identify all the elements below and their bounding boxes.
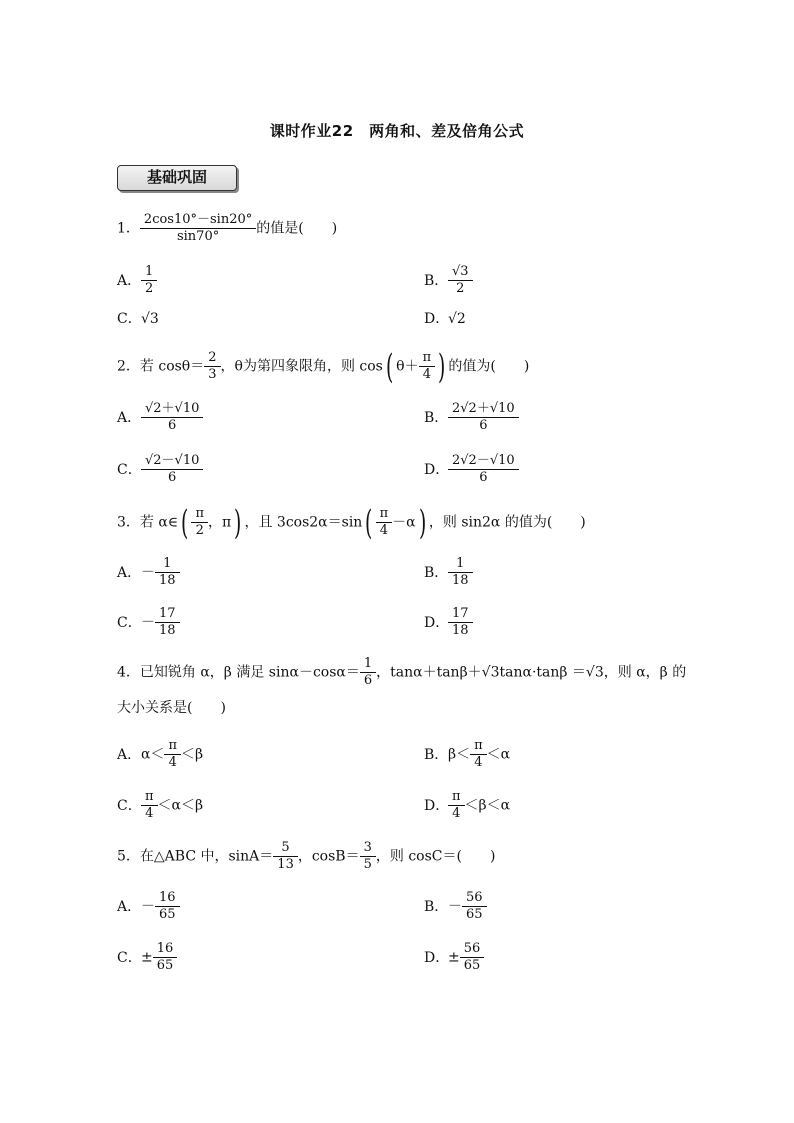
fraction <box>450 556 471 589</box>
fraction <box>450 401 517 434</box>
q5-option-b[interactable] <box>424 890 487 923</box>
numerator: √2＋√10 <box>145 401 200 416</box>
numerator: 1 <box>163 556 172 571</box>
q4-option-b[interactable] <box>424 738 510 771</box>
left-paren: ( <box>365 502 373 543</box>
option-label: C． <box>117 461 142 478</box>
option-label: D． <box>424 461 450 478</box>
fraction <box>462 941 483 974</box>
option-label: A． <box>117 564 142 581</box>
numerator: √2－√10 <box>145 453 200 468</box>
sign: ± <box>141 949 153 966</box>
option-label: B． <box>424 746 449 763</box>
fraction <box>450 264 471 297</box>
question-number: 5．在△ABC 中，sinA＝ <box>117 848 274 865</box>
option-label: C． <box>117 797 142 814</box>
denominator: 6 <box>141 469 203 486</box>
denominator: 65 <box>460 957 485 974</box>
fraction <box>362 840 374 873</box>
q1-option-a[interactable] <box>117 264 157 297</box>
option-label: C． <box>117 949 142 966</box>
q3-option-b[interactable] <box>424 556 473 589</box>
numerator: 1 <box>145 264 154 279</box>
fraction <box>157 606 178 639</box>
q1-option-d[interactable] <box>424 309 466 329</box>
question-text: ，cosB＝ <box>297 848 360 865</box>
section-label: 基础巩固 <box>146 168 207 186</box>
fraction <box>193 506 206 539</box>
q3-option-a[interactable] <box>117 556 180 589</box>
option-label: A． <box>117 746 142 763</box>
option-text: ＜β＜α <box>464 797 511 814</box>
denominator: 65 <box>462 906 487 923</box>
right-paren: ) <box>438 346 446 387</box>
fraction <box>143 789 156 822</box>
fraction <box>362 656 374 689</box>
fraction <box>143 401 201 434</box>
denominator: 2 <box>191 522 208 539</box>
fraction <box>143 264 155 297</box>
numerator: π <box>145 789 154 804</box>
fraction <box>378 506 391 539</box>
question-text: ，且 3cos2α＝sin <box>244 514 363 531</box>
q2-option-c[interactable] <box>117 453 203 486</box>
right-paren: ) <box>418 502 426 543</box>
option-label: B． <box>424 409 449 426</box>
q5-option-c[interactable] <box>117 941 177 974</box>
numerator: 56 <box>463 941 481 956</box>
denominator: 4 <box>376 522 393 539</box>
fraction <box>450 453 517 486</box>
denominator: 13 <box>273 856 298 873</box>
denominator: 18 <box>448 622 473 639</box>
option-label: C． <box>117 614 142 631</box>
denominator: 3 <box>204 366 220 383</box>
option-text: ＜α <box>486 746 511 763</box>
denominator: 5 <box>360 856 376 873</box>
fraction <box>166 738 179 771</box>
q2-option-d[interactable] <box>424 453 519 486</box>
fraction <box>206 350 218 383</box>
numerator: √3 <box>452 264 469 279</box>
fraction <box>472 738 485 771</box>
denominator: 6 <box>141 417 203 434</box>
numerator: 16 <box>156 941 174 956</box>
sign: － <box>141 564 155 581</box>
question-text: ，θ为第四象限角，则 cos <box>220 358 383 375</box>
q4-option-a[interactable] <box>117 738 203 771</box>
numerator: 16 <box>159 890 176 905</box>
numerator: 17 <box>452 606 469 621</box>
numerator: 17 <box>159 606 176 621</box>
denominator: 18 <box>448 572 473 589</box>
left-paren: ( <box>181 502 189 543</box>
denominator: 6 <box>448 417 519 434</box>
q3-option-d[interactable] <box>424 606 473 639</box>
denominator: 4 <box>164 754 181 771</box>
question-tail: ，则 cosC＝( ) <box>375 848 496 865</box>
denominator: 65 <box>155 906 180 923</box>
option-label: C． <box>117 311 142 327</box>
fraction <box>157 890 178 923</box>
denominator: 2 <box>448 280 473 297</box>
option-label: D． <box>424 614 450 631</box>
numerator: 2 <box>208 350 217 365</box>
numerator: 2cos10°－sin20° <box>143 212 253 227</box>
denominator: sin70° <box>140 228 256 245</box>
question-tail: 的值是( ) <box>256 220 338 237</box>
question-tail: 的值为( ) <box>448 358 530 375</box>
option-label: B． <box>424 898 449 915</box>
question-text: θ＋ <box>396 358 419 375</box>
question-text: －α <box>392 514 416 531</box>
numerator: 1 <box>363 656 373 671</box>
question-4 <box>117 656 686 689</box>
sign: － <box>141 898 155 915</box>
option-label: D． <box>424 949 450 966</box>
option-text: α＜ <box>141 746 165 763</box>
option-label: B． <box>424 272 449 289</box>
numerator: 56 <box>466 890 483 905</box>
question-text: ，π <box>208 514 232 531</box>
q4-option-d[interactable] <box>424 789 510 822</box>
left-paren: ( <box>385 346 394 387</box>
numerator: π <box>195 506 204 521</box>
option-text: ＜β <box>181 746 204 763</box>
page-title: 课时作业22 两角和、差及倍角公式 <box>269 122 525 140</box>
fraction <box>421 350 434 383</box>
numerator: 1 <box>456 556 465 571</box>
denominator: 4 <box>448 805 465 822</box>
fraction <box>155 941 176 974</box>
numerator: 2√2＋√10 <box>452 401 515 416</box>
question-4-line2: 大小关系是( ) <box>117 700 226 716</box>
fraction <box>157 556 178 589</box>
question-number: 4．已知锐角 α，β 满足 sinα－cosα＝ <box>117 664 360 681</box>
question-number: 3．若 α∈ <box>117 514 179 531</box>
option-text: ＜α＜β <box>157 797 204 814</box>
q4-option-c[interactable] <box>117 789 203 822</box>
q3-option-c[interactable] <box>117 606 180 639</box>
denominator: 6 <box>360 672 376 689</box>
numerator: 2√2－√10 <box>452 453 515 468</box>
option-value: √3 <box>141 311 159 327</box>
denominator: 4 <box>419 366 436 383</box>
numerator: π <box>422 350 432 365</box>
question-5 <box>117 840 495 873</box>
numerator: π <box>168 738 178 753</box>
numerator: 3 <box>363 840 372 855</box>
q1-option-b[interactable] <box>424 264 473 297</box>
q2-option-b[interactable] <box>424 401 519 434</box>
question-text: ，tanα＋tanβ＋√3tanα·tanβ ＝√3，则 α，β 的 <box>376 664 687 681</box>
denominator: 65 <box>153 957 178 974</box>
sign: ± <box>448 949 460 966</box>
fraction <box>450 789 463 822</box>
right-paren: ) <box>234 502 242 543</box>
option-label: B． <box>424 564 449 581</box>
question-number: 1． <box>117 220 140 237</box>
denominator: 4 <box>141 805 158 822</box>
denominator: 4 <box>470 754 487 771</box>
fraction <box>143 453 201 486</box>
q5-option-d[interactable] <box>424 941 484 974</box>
question-tail: ，则 sin2α 的值为( ) <box>428 514 586 531</box>
sign: － <box>448 898 462 915</box>
question-2 <box>117 346 530 387</box>
numerator: π <box>452 789 461 804</box>
fraction <box>142 212 254 245</box>
denominator: 6 <box>448 469 519 486</box>
numerator: π <box>474 738 483 753</box>
option-label: A． <box>117 272 142 289</box>
option-text: β＜ <box>448 746 471 763</box>
question-number: 2．若 cosθ＝ <box>117 358 205 375</box>
q1-option-c[interactable] <box>117 309 159 329</box>
q5-option-a[interactable] <box>117 890 180 923</box>
fraction <box>464 890 485 923</box>
option-label: A． <box>117 409 142 426</box>
option-value: √2 <box>448 311 466 327</box>
fraction <box>275 840 296 873</box>
numerator: 5 <box>281 840 290 855</box>
numerator: π <box>379 506 389 521</box>
option-label: A． <box>117 898 142 915</box>
sign: － <box>141 614 155 631</box>
denominator: 18 <box>155 572 180 589</box>
denominator: 18 <box>155 622 180 639</box>
fraction <box>450 606 471 639</box>
section-badge <box>117 165 237 191</box>
question-1 <box>117 212 337 245</box>
q2-option-a[interactable] <box>117 401 203 434</box>
option-label: D． <box>424 311 450 327</box>
question-3 <box>117 502 586 543</box>
option-label: D． <box>424 797 450 814</box>
denominator: 2 <box>141 280 157 297</box>
